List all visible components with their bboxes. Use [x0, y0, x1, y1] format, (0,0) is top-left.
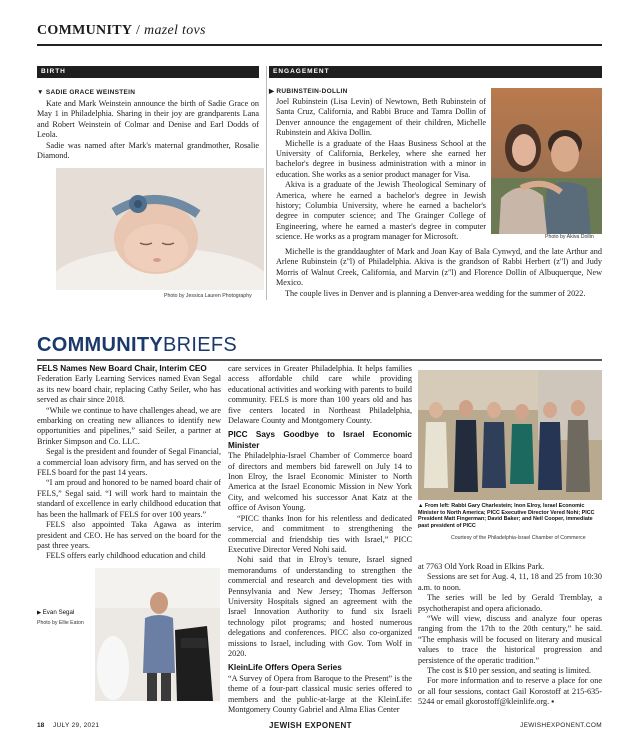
- brief-headline: PICC Says Goodbye to Israel Economic Minister: [228, 430, 412, 450]
- page-footer: [37, 720, 602, 732]
- page-number: 18: [37, 722, 45, 729]
- engagement-paragraph: Michelle is a graduate of the Haas Business School at the University of California, Berkeley, where she earned her bachelor's degree in business administration with a minor in education. She works as a senior product manager for Visa.: [276, 138, 486, 179]
- briefs-column-1: [37, 364, 221, 562]
- birth-subhead-text: SADIE GRACE WEINSTEIN: [45, 89, 136, 96]
- engagement-paragraph: The couple lives in Denver and is planning a Denver-area wedding for the summer of 2022.: [285, 288, 586, 298]
- brief-paragraph: “A Survey of Opera from Baroque to the Present” is the theme of a four-part classical music series offered to members and the public-at-large at the KleinLife: Montgomery County Gabriel and Alma Elias Center: [228, 673, 412, 714]
- briefs-title-bold: COMMUNITY: [37, 334, 164, 356]
- brief-headline: KleinLife Offers Opera Series: [228, 663, 342, 673]
- brief-paragraph: at 7763 Old York Road in Elkins Park.: [418, 562, 545, 571]
- brief-paragraph: Sessions are set for Aug. 4, 11, 18 and 25 from 10:30 a.m. to noon.: [418, 572, 602, 592]
- segal-photo: [95, 568, 220, 701]
- brief-paragraph: Federation Early Learning Services named Evan Segal as its new board chair, replacing Cathy Seiler, who has served as chair since 2018.: [37, 374, 221, 405]
- triangle-icon: ▼: [37, 89, 44, 96]
- picc-caption-text: From left: Rabbi Gary Charlestein; Inon Elroy, Israel Economic Minister to North America; PICC Executive Director Vered Nohi; PICC President Matt Fingerman; David Baker; and Neil Cooper, immediate past president of PICC: [418, 503, 595, 529]
- arrow-icon: ▶: [37, 610, 42, 616]
- page-header: [37, 23, 206, 39]
- picc-caption: [418, 503, 602, 529]
- segal-caption-text: Evan Segal: [42, 609, 75, 616]
- brief-paragraph: For more information and to reserve a place for one or all four sessions, contact Gail Korostoff at 215-635-5244 or email gkorostoff@kleinlife.org. ▪: [418, 676, 602, 707]
- segal-caption: [37, 610, 74, 617]
- arrow-icon: ▲: [418, 503, 424, 509]
- brief-paragraph: FELS also appointed Taka Agawa as interim president and CEO. He has served on the board for the past three years.: [37, 520, 221, 550]
- engagement-subhead-text: RUBINSTEIN-DOLLIN: [276, 88, 348, 95]
- engagement-paragraph: Michelle is the granddaughter of Mark and Joan Kay of Bala Cynwyd, and the late Arthur and Arlene Rubinstein (z"l) of Philadelphia. Akiva is the grandson of Rabbi Herbert (z"l) and Judy Morris of Walnut Creek, California, and Marvin (z"l) and Florence Dollin of Albuquerque, New Mexico.: [276, 247, 602, 288]
- brief-paragraph: care services in Greater Philadelphia. It helps families access affordable child care while providing educational activities and working with parents to build community. FELS is more than 100 years old and has five centers located in Northeast Philadelphia, Delaware County and Montgomery County.: [228, 364, 412, 426]
- engagement-paragraph: Akiva is a graduate of the Jewish Theological Seminary of America, where he earned a bachelor's degree in Jewish history; Columbia University, where he earned a bachelor's degree in computer science; and The Grainger College of Engineering, where he earned a master's degree in computer science. He works as a program manager for Microsoft.: [276, 180, 486, 242]
- briefs-title-light: BRIEFS: [163, 334, 238, 356]
- briefs-title: [37, 334, 237, 356]
- triangle-icon: ▶: [269, 88, 275, 95]
- birth-body: [37, 99, 259, 161]
- header-slash: /: [132, 23, 145, 38]
- brief-paragraph: The series will be led by Gerald Tremblay, a psychotherapist and opera aficionado.: [418, 593, 602, 613]
- brief-paragraph: “We will view, discuss and analyze four operas ranging from the 17th to the 20th century,” he said. “The emphasis will be focused on literary and musical values to trace the historical progression and persistence of the operatic tradition.”: [418, 614, 602, 665]
- brief-paragraph: FELS offers early childhood education and child: [46, 551, 206, 561]
- picc-photo-credit: Courtesy of the Philadelphia-Israel Chamber of Commerce: [451, 535, 586, 541]
- site-link[interactable]: JEWISHEXPONENT.COM: [520, 722, 602, 729]
- birth-subhead: [37, 89, 135, 96]
- birth-label-bar: BIRTH: [37, 66, 259, 78]
- birth-paragraph: Kate and Mark Weinstein announce the birth of Sadie Grace on May 1 in Philadelphia. Sharing in their joy are grandparents Lana and Robert Weinstein of Colmar and Denise and Earl Dodds of Leola.: [37, 99, 259, 140]
- subsection-title: mazel tovs: [144, 23, 206, 38]
- brief-headline: FELS Names New Board Chair, Interim CEO: [37, 364, 207, 373]
- baby-photo: [56, 168, 264, 290]
- briefs-column-2: [228, 364, 412, 715]
- column-divider: [266, 66, 267, 300]
- section-title: COMMUNITY: [37, 23, 133, 38]
- brief-paragraph: Nohi said that in Elroy's tenure, Israel signed memorandums of understanding to strengthen the commercial and research and development ties with Pennsylvania and New Jersey; Thomas Jefferson University Hospitals signed an agreement with the Israel Innovation Authority to fund six Israeli technology pilot programs; and hosted numerous delegations and conferences. PICC also co-organized missions to Israel, including with Gov. Tom Wolf in 2020.: [228, 555, 412, 658]
- birth-photo-credit: Photo by Jessica Lauren Photography: [164, 293, 252, 299]
- segal-photo-credit: Photo by Ellie Eaton: [37, 620, 84, 626]
- issue-date: JULY 29, 2021: [53, 722, 100, 729]
- birth-paragraph: Sadie was named after Mark's maternal grandmother, Rosalie Diamond.: [37, 140, 259, 161]
- paper-name: JEWISH EXPONENT: [269, 721, 352, 730]
- brief-paragraph: The cost is $10 per session, and seating is limited.: [427, 666, 591, 676]
- briefs-column-3: [418, 562, 602, 708]
- engagement-photo-credit: Photo by Akiva Dollin: [545, 234, 594, 240]
- brief-paragraph: The Philadelphia-Israel Chamber of Commerce board of directors and members bid farewell on July 14 to Inon Elroy, the Israel Economic Minister to North America at the Israel Economic Mission in New York City, and welcomed his successor Anat Katz at the office of Avison Young.: [228, 451, 412, 513]
- engagement-body-narrow: [276, 97, 486, 243]
- engagement-body-wide: [276, 247, 602, 299]
- picc-photo: [418, 370, 602, 500]
- brief-paragraph: “I am proud and honored to be named board chair of FELS,” Segal said. “I will work hard to maintain the standard of excellence in early childhood education that has been the hallmark of FELS for over 100 years.”: [37, 478, 221, 519]
- briefs-rule: [37, 359, 602, 361]
- brief-paragraph: “While we continue to have challenges ahead, we are embarking on creating new alliances to identify new opportunities and pipelines,” said Seiler, a partner at Brinker Simpson and Co. LLC.: [37, 405, 221, 446]
- engagement-label-bar: ENGAGEMENT: [269, 66, 602, 78]
- header-rule: [37, 44, 602, 46]
- brief-paragraph: Segal is the president and founder of Segal Financial, a commercial loan advisory firm, and has served on the FELS board for the past 14 years.: [37, 447, 221, 478]
- engagement-subhead: [269, 87, 348, 95]
- couple-photo: [491, 88, 602, 234]
- brief-paragraph: “PICC thanks Inon for his relentless and dedicated service, and commitment to strengthening the commercial and friendship ties with Israel,” PICC Executive Director Vered Nohi said.: [228, 513, 412, 554]
- engagement-paragraph: Joel Rubinstein (Lisa Levin) of Newtown, Beth Rubinstein of Santa Cruz, California, and Rabbi Bruce and Tamra Dollin of Denver announce the engagement of their children, Michelle Rubinstein and Akiva Dollin.: [276, 97, 486, 138]
